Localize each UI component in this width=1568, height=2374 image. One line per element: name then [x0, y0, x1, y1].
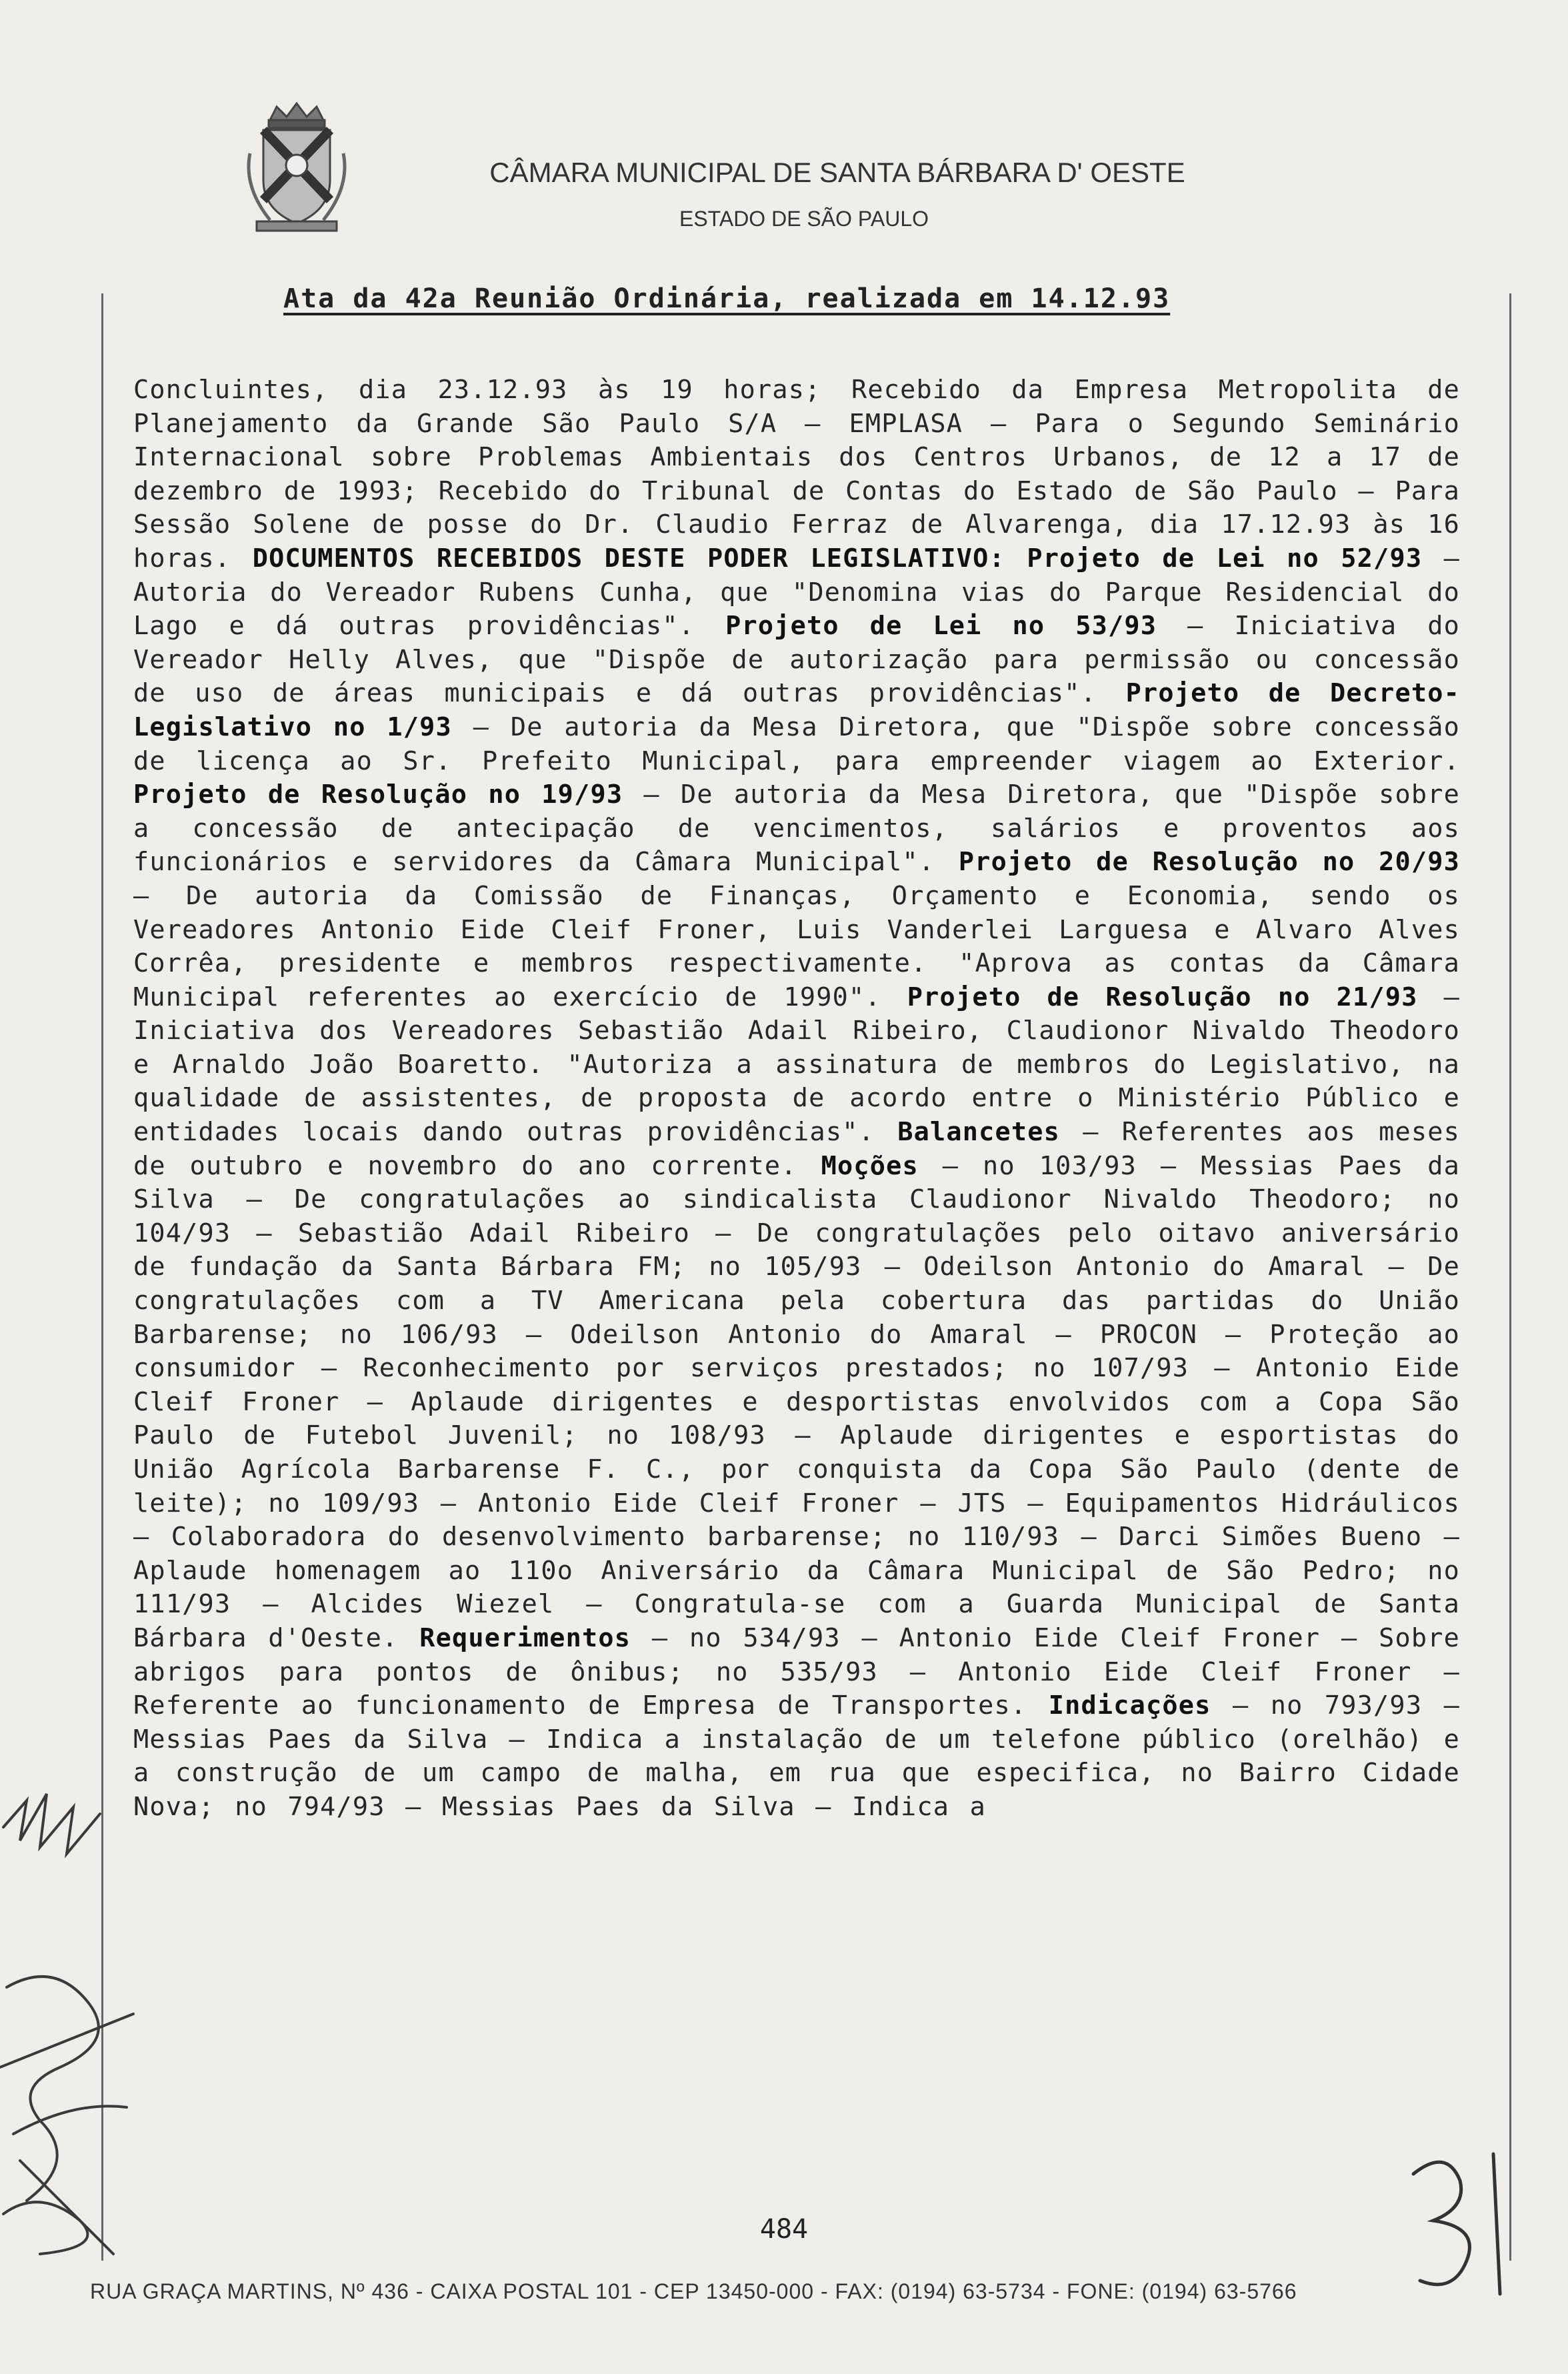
bold-heading: Projeto de Resolução no 21/93: [907, 982, 1418, 1012]
bold-heading: Moções: [821, 1150, 919, 1181]
page-number: 484: [759, 2214, 809, 2245]
text-run: – Iniciativa dos Vereadores Sebastião Adail Ribeiro, Claudionor Nivaldo Theodoro e Arnaldo João Boaretto. "Autoriza a assinatura de membros do Legislativo, na qualidade de assistentes, de proposta de acordo entre o Ministério Público e entidades locais dando outras providências".: [133, 982, 1460, 1148]
text-run: Concluintes, dia 23.12.93 às 19 horas; Recebido da Empresa Metropolita de Planejamento da Grande São Paulo S/A – EMPLASA – Para o Segundo Seminário Internacional sobre Problemas Ambientais dos Centros Urbanos, de 12 a 17 de dezembro de 1993; Recebido do Tribunal de Contas do Estado de São Paulo – Para Sessão Solene de posse do Dr. Claudio Ferraz de Alvarenga, dia 17.12.93 às 16 horas.: [133, 375, 1460, 573]
minutes-title: Ata da 42a Reunião Ordinária, realizada em 14.12.93: [283, 283, 1171, 314]
text-run: – Autoria do Vereador Rubens Cunha, que "Denomina vias do Parque Residencial do Lago e dá outras providências".: [133, 543, 1460, 642]
bold-heading: Requerimentos: [419, 1622, 631, 1653]
text-run: – De autoria da Mesa Diretora, que "Dispõe sobre a concessão de antecipação de vencimentos, salários e proventos aos funcionários e servidores da Câmara Municipal".: [133, 780, 1460, 878]
minutes-body: [133, 373, 1460, 1825]
letterhead: [0, 0, 1568, 240]
bold-heading: Projeto de Lei no 53/93: [725, 611, 1157, 642]
footer-address: RUA GRAÇA MARTINS, Nº 436 - CAIXA POSTAL 101 - CEP 13450-000 - FAX: (0194) 63-5734 - FONE: (0194) 63-5766: [90, 2279, 1297, 2303]
right-margin-rule: [1509, 293, 1511, 2261]
bold-heading: DOCUMENTOS RECEBIDOS DESTE PODER LEGISLATIVO: Projeto de Lei no 52/93: [252, 543, 1423, 573]
text-run: – Iniciativa do Vereador Helly Alves, que "Dispõe de autorização para permissão ou concessão de uso de áreas municipais e dá outras providências".: [133, 611, 1460, 709]
bold-heading: Projeto de Resolução no 20/93: [958, 847, 1460, 878]
bold-heading: Projeto de Decreto-Legislativo no 1/93: [133, 678, 1461, 742]
organization-state: ESTADO DE SÃO PAULO: [679, 207, 929, 231]
text-run: – De autoria da Comissão de Finanças, Orçamento e Economia, sendo os Vereadores Antonio Eide Cleif Froner, Luis Vanderlei Larguesa e Alvaro Alves Corrêa, presidente e membros respectivamente. "Aprova as contas da Câmara Municipal referentes ao exercício de 1990".: [133, 880, 1460, 1012]
minutes-paragraph: [133, 373, 1460, 1825]
text-run: – Referentes aos meses de outubro e novembro do ano corrente.: [133, 1117, 1460, 1181]
bold-heading: Indicações: [1048, 1690, 1211, 1721]
handwritten-signature-left: [0, 1787, 153, 2267]
organization-name: CÂMARA MUNICIPAL DE SANTA BÁRBARA D' OESTE: [489, 157, 1185, 188]
text-run: – no 534/93 – Antonio Eide Cleif Froner – Sobre abrigos para pontos de ônibus; no 535/93 – Antonio Eide Cleif Froner – Referente ao funcionamento de Empresa de Transportes.: [133, 1622, 1460, 1721]
text-run: – no 793/93 – Messias Paes da Silva – Indica a instalação de um telefone público (orelhão) e a construção de um campo de malha, em rua que especifica, no Bairro Cidade Nova; no 794/93 – Messias Paes da Silva – Indica a: [133, 1690, 1460, 1822]
bold-heading: Projeto de Resolução no 19/93: [133, 780, 623, 810]
text-run: – no 103/93 – Messias Paes da Silva – De congratulações ao sindicalista Claudionor Nivaldo Theodoro; no 104/93 – Sebastião Adail Ribeiro – De congratulações pelo oitavo aniversário de fundação da Santa Bárbara FM; no 105/93 – Odeilson Antonio do Amaral – De congratulações com a TV Americana pela cobertura das partidas do União Barbarense; no 106/93 – Odeilson Antonio do Amaral – PROCON – Proteção ao consumidor – Reconhecimento por serviços prestados; no 107/93 – Antonio Eide Cleif Froner – Aplaude dirigentes e desportistas envolvidos com a Copa São Paulo de Futebol Juvenil; no 108/93 – Aplaude dirigentes e esportistas do União Agrícola Barbarense F. C., por conquista da Copa São Paulo (dente de leite); no 109/93 – Antonio Eide Cleif Froner – JTS – Equipamentos Hidráulicos – Colaboradora do desenvolvimento barbarense; no 110/93 – Darci Simões Bueno – Aplaude homenagem ao 110o Aniversário da Câmara Municipal de São Pedro; no 111/93 – Alcides Wiezel – Congratula-se com a Guarda Municipal de Santa Bárbara d'Oeste.: [133, 1150, 1460, 1653]
text-run: – De autoria da Mesa Diretora, que "Dispõe sobre concessão de licença ao Sr. Prefeito Municipal, para empreender viagem ao Exterior.: [133, 712, 1461, 776]
bold-heading: Balancetes: [897, 1117, 1060, 1148]
